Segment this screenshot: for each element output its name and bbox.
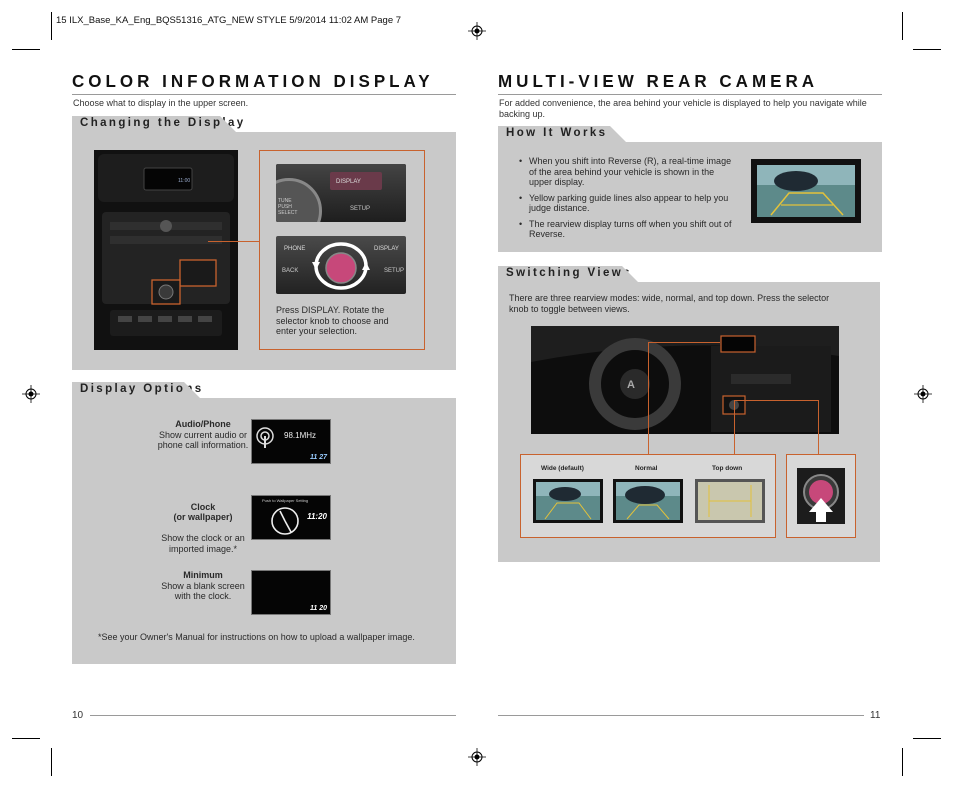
right-page-title: MULTI-VIEW REAR CAMERA: [498, 71, 818, 92]
option-desc: Show the clock or an imported image.*: [161, 533, 245, 554]
screen-clock: 11 20: [310, 605, 327, 612]
crop-mark: [902, 748, 903, 776]
changing-display-heading: Changing the Display: [80, 117, 246, 129]
press-knob-icon: [797, 468, 845, 524]
connector-line: [818, 400, 819, 454]
display-button-label: DISPLAY: [336, 179, 361, 185]
svg-text:A: A: [627, 379, 635, 391]
setup-button-label: SETUP: [350, 206, 371, 212]
screen-frequency: 98.1MHz: [284, 431, 317, 440]
registration-mark-icon: [468, 22, 486, 40]
crop-mark: [51, 748, 52, 776]
how-it-works-heading: How It Works: [506, 127, 608, 139]
connector-line: [208, 241, 260, 242]
analog-clock-icon: [270, 505, 300, 537]
connector-line: [648, 342, 649, 454]
connector-line: [734, 400, 818, 401]
switching-views-heading: Switching Views: [506, 267, 632, 279]
registration-mark-icon: [468, 748, 486, 766]
callout-box: [259, 150, 425, 350]
rotate-arrows-icon: [310, 238, 372, 294]
crop-mark: [51, 12, 52, 40]
footer-rule: [498, 715, 864, 716]
top-down-view-thumbnail: [695, 479, 765, 523]
changing-display-panel: [72, 132, 456, 370]
switching-views-panel: [498, 282, 880, 562]
connector-line: [734, 400, 735, 454]
audio-phone-screen: [251, 419, 331, 464]
screen-clock: 11 27: [310, 454, 327, 461]
mode-label-top-down: Top down: [712, 465, 743, 472]
option-audio-phone: [156, 419, 250, 451]
registration-mark-icon: [22, 385, 40, 403]
how-it-works-panel: [498, 142, 882, 252]
crop-mark: [12, 738, 40, 739]
bullet-item: • When you shift into Reverse (R), a real-time image of the area behind your vehicle is shown in the upper display.: [529, 156, 734, 188]
switching-views-text: There are three rearview modes: wide, normal, and top down. Press the selector knob to toggle between views.: [509, 293, 830, 314]
option-title: Clock (or wallpaper): [173, 501, 233, 522]
crop-mark: [913, 49, 941, 50]
rear-camera-screen-photo: [751, 159, 861, 223]
registration-mark-icon: [914, 385, 932, 403]
title-rule: [498, 94, 882, 95]
left-page-number: 10: [72, 710, 84, 721]
left-intro: Choose what to display in the upper screen.: [73, 98, 249, 108]
bullet-item: • The rearview display turns off when you shift out of Reverse.: [529, 219, 734, 240]
view-modes-box: [520, 454, 776, 538]
mode-label-wide: Wide (default): [541, 465, 584, 472]
display-options-panel: [72, 398, 456, 664]
connector-line: [648, 342, 720, 343]
display-options-tab: [72, 382, 204, 399]
crop-mark: [902, 12, 903, 40]
wallpaper-setting-label: Push to Wallpaper Setting: [262, 498, 309, 503]
phone-button-label: PHONE: [284, 246, 306, 252]
bullet-item: • Yellow parking guide lines also appear to help you judge distance.: [529, 193, 734, 214]
normal-view-thumbnail: [613, 479, 683, 523]
footer-rule: [90, 715, 456, 716]
selector-knob-photo: [276, 236, 406, 294]
switching-views-tab: [498, 266, 632, 283]
option-minimum: [156, 570, 250, 602]
antenna-icon: [255, 426, 275, 448]
left-page-title: COLOR INFORMATION DISPLAY: [72, 71, 434, 92]
crop-mark: [12, 49, 40, 50]
tune-label: TUNE PUSH SELECT: [278, 198, 298, 216]
crop-mark: [913, 738, 941, 739]
option-clock: [156, 491, 250, 565]
minimum-screen: [251, 570, 331, 615]
screen-clock: 11:20: [307, 512, 327, 521]
display-options-heading: Display Options: [80, 383, 204, 395]
print-slug: 15 ILX_Base_KA_Eng_BQS51316_ATG_NEW STYLE 5/9/2014 11:02 AM Page 7: [56, 15, 402, 26]
setup-button-label-2: SETUP: [384, 268, 405, 274]
svg-text:11:00: 11:00: [178, 178, 191, 184]
how-it-works-tab: [498, 126, 610, 143]
wide-view-thumbnail: [533, 479, 603, 523]
right-intro: For added convenience, the area behind your vehicle is displayed to help you navigate while backing up.: [499, 98, 867, 119]
clock-screen: [251, 495, 331, 540]
wallpaper-footnote: *See your Owner's Manual for instructions on how to upload a wallpaper image.: [98, 632, 415, 642]
back-button-label: BACK: [282, 268, 299, 274]
changing-display-instruction: Press DISPLAY. Rotate the selector knob to choose and enter your selection.: [276, 305, 389, 336]
title-rule: [72, 94, 456, 95]
center-console-photo: [94, 150, 238, 350]
mode-label-normal: Normal: [635, 465, 658, 472]
display-button-photo: [276, 164, 406, 222]
option-desc: Show current audio or phone call information.: [157, 429, 249, 450]
changing-display-tab: [72, 116, 246, 133]
selector-knob-box: [786, 454, 856, 538]
option-title: Minimum: [183, 570, 223, 580]
right-page-number: 11: [870, 710, 881, 721]
display-button-label-2: DISPLAY: [374, 246, 399, 252]
option-desc: Show a blank screen with the clock.: [161, 580, 245, 601]
option-title: Audio/Phone: [175, 419, 231, 429]
how-it-works-bullets: [519, 156, 734, 245]
